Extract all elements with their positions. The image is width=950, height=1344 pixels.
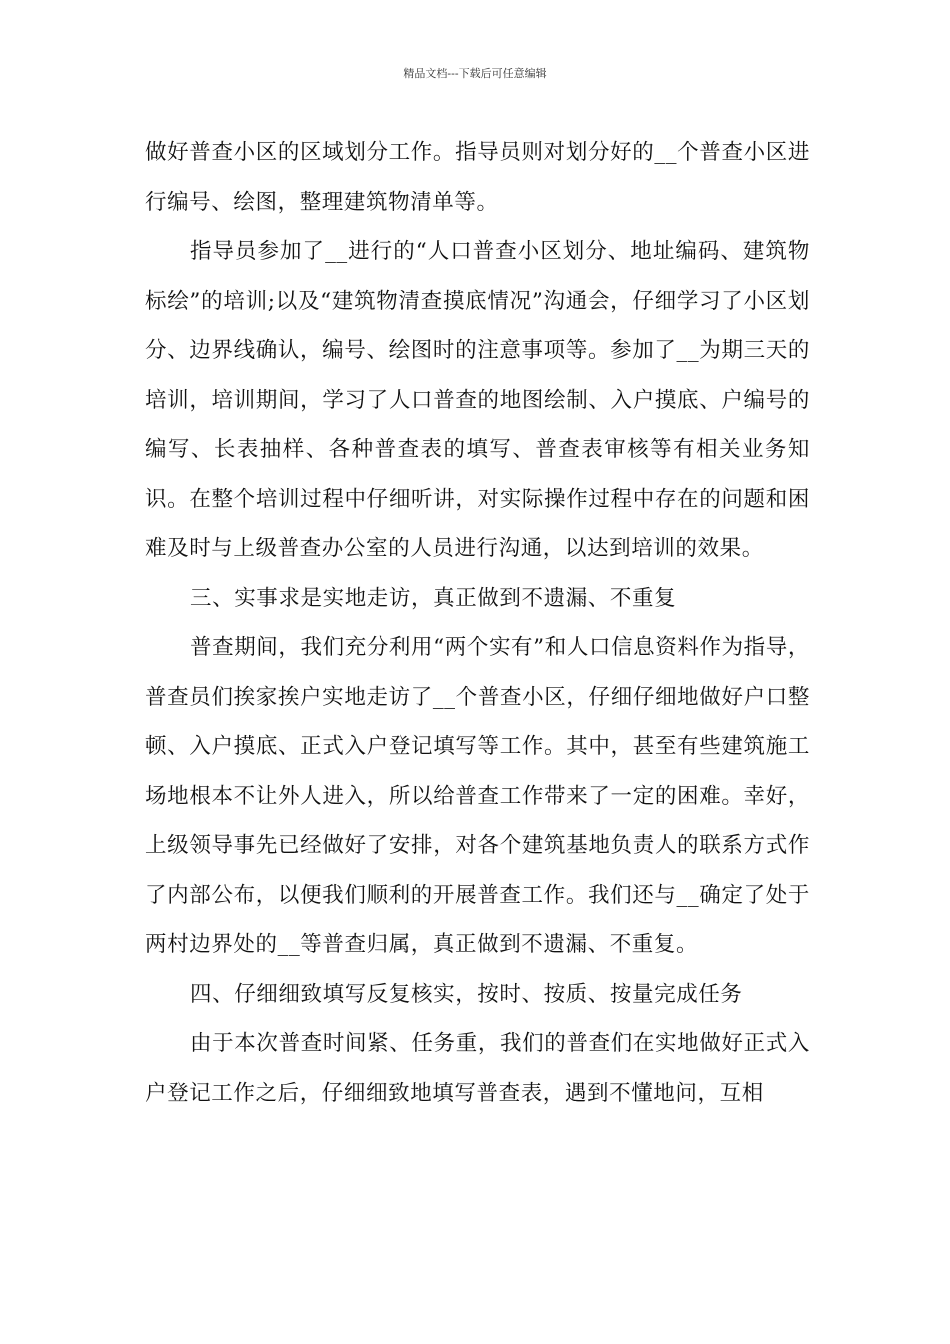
paragraph: 做好普查小区的区域划分工作。指导员则对划分好的__个普查小区进行编号、绘图，整理建筑物清单等。 xyxy=(145,140,810,215)
section-heading: 四、仔细细致填写反复核实，按时、按质、按量完成任务 xyxy=(190,981,743,1007)
paragraph: 普查期间，我们充分利用“两个实有”和人口信息资料作为指导，普查员们挨家挨户实地走访了__个普查小区，仔细仔细地做好户口整顿、入户摸底、正式入户登记填写等工作。其中，甚至有些建筑施工场地根本不让外人进入，所以给普查工作带来了一定的困难。幸好，上级领导事先已经做好了安排，对各个建筑基地负责人的联系方式作了内部公布，以便我们顺利的开展普查工作。我们还与__确定了处于两村边界处的__等普查归属，真正做到不遗漏、不重复。 xyxy=(145,635,810,957)
page-header: 精品文档---下载后可任意编辑 xyxy=(403,67,547,80)
section-heading: 三、实事求是实地走访，真正做到不遗漏、不重复 xyxy=(190,585,677,611)
paragraph: 由于本次普查时间紧、任务重，我们的普查们在实地做好正式入户登记工作之后，仔细细致地填写普查表，遇到不懂地问，互相 xyxy=(145,1031,810,1106)
paragraph: 指导员参加了__进行的“人口普查小区划分、地址编码、建筑物标绘”的培训;以及“建筑物清查摸底情况”沟通会，仔细学习了小区划分、边界线确认，编号、绘图时的注意事项等。参加了__为期三天的培训，培训期间，学习了人口普查的地图绘制、入户摸底、户编号的编写、长表抽样、各种普查表的填写、普查表审核等有相关业务知识。在整个培训过程中仔细听讲，对实际操作过程中存在的问题和困难及时与上级普查办公室的人员进行沟通，以达到培训的效果。 xyxy=(145,239,810,561)
document-body xyxy=(145,128,810,1118)
